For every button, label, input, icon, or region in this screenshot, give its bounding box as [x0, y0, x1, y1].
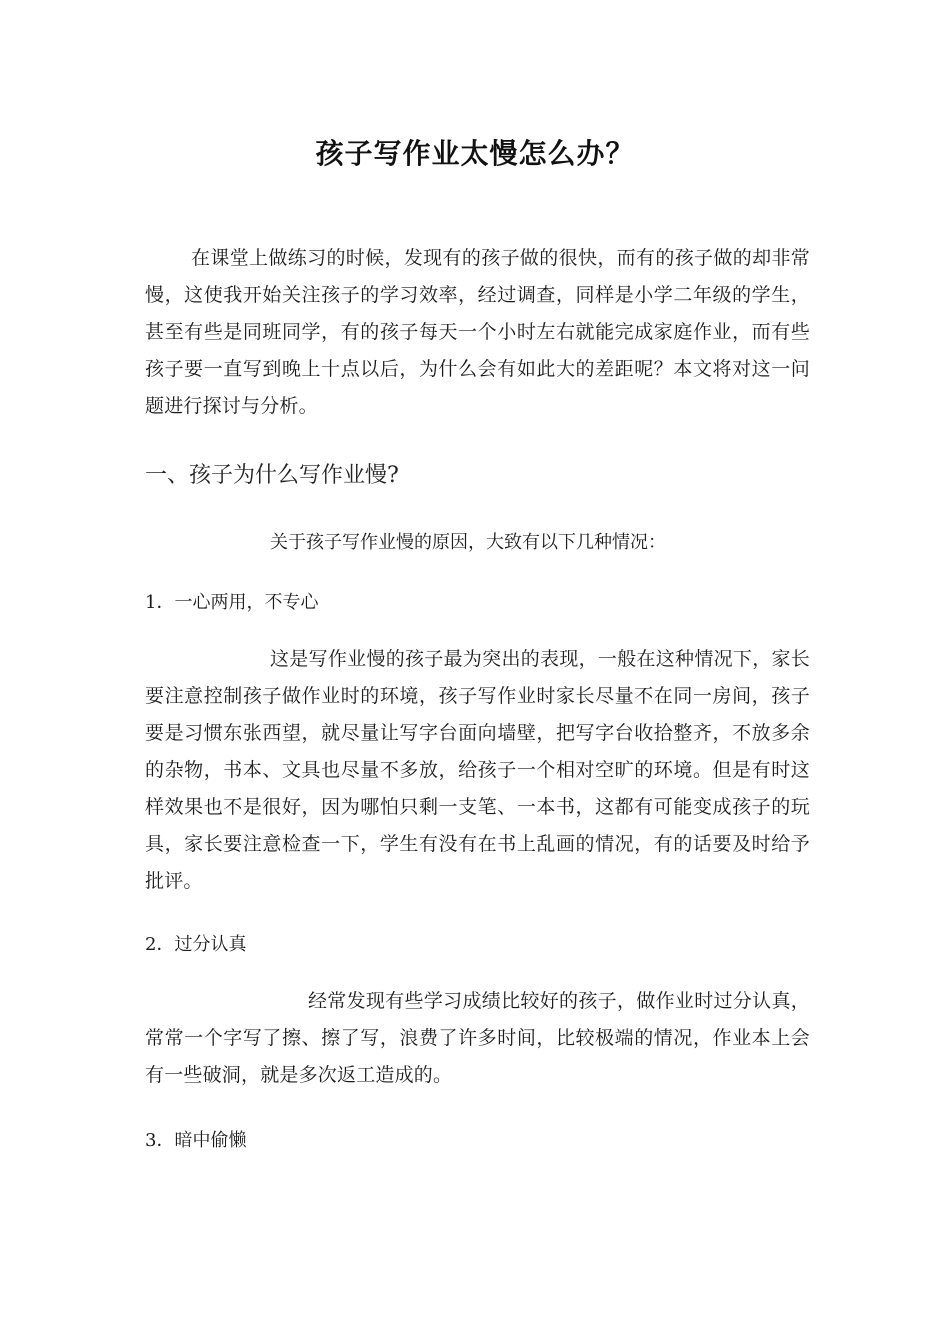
intro-paragraph: 在课堂上做练习的时候，发现有的孩子做的很快，而有的孩子做的却非常慢，这使我开始关注孩子的学习效率，经过调查，同样是小学二年级的学生，甚至有些是同班同学，有的孩子每天一个小时左右就能完成家庭作业，而有些孩子要一直写到晚上十点以后，为什么会有如此大的差距呢？本文将对这一问题进行探讨与分析。 — [145, 247, 810, 417]
document-title: 孩子写作业太慢怎么办？ — [315, 137, 635, 170]
item-paragraph: 经常发现有些学习成绩比较好的孩子，做作业时过分认真，常常一个字写了擦、擦了写，浪费了许多时间，比较极端的情况，作业本上会有一些破洞，就是多次返工造成的。 — [145, 990, 810, 1086]
item-paragraph: 这是写作业慢的孩子最为突出的表现，一般在这种情况下，家长要注意控制孩子做作业时的环境，孩子写作业时家长尽量不在同一房间，孩子要是习惯东张西望，就尽量让写字台面向墙壁，把写字台收拾整齐，不放多余的杂物，书本、文具也尽量不多放，给孩子一个相对空旷的环境。但是有时这样效果也不是很好，因为哪怕只剩一支笔、一本书，这都有可能变成孩子的玩具，家长要注意检查一下，学生有没有在书上乱画的情况，有的话要及时给予批评。 — [145, 648, 810, 892]
item-heading: 3．暗中偷懒 — [145, 1130, 247, 1151]
section-lead: 关于孩子写作业慢的原因，大致有以下几种情况： — [270, 532, 666, 553]
item-heading: 2．过分认真 — [145, 934, 247, 955]
section-heading: 一、孩子为什么写作业慢? — [145, 463, 399, 488]
item-heading: 1．一心两用，不专心 — [145, 592, 319, 613]
